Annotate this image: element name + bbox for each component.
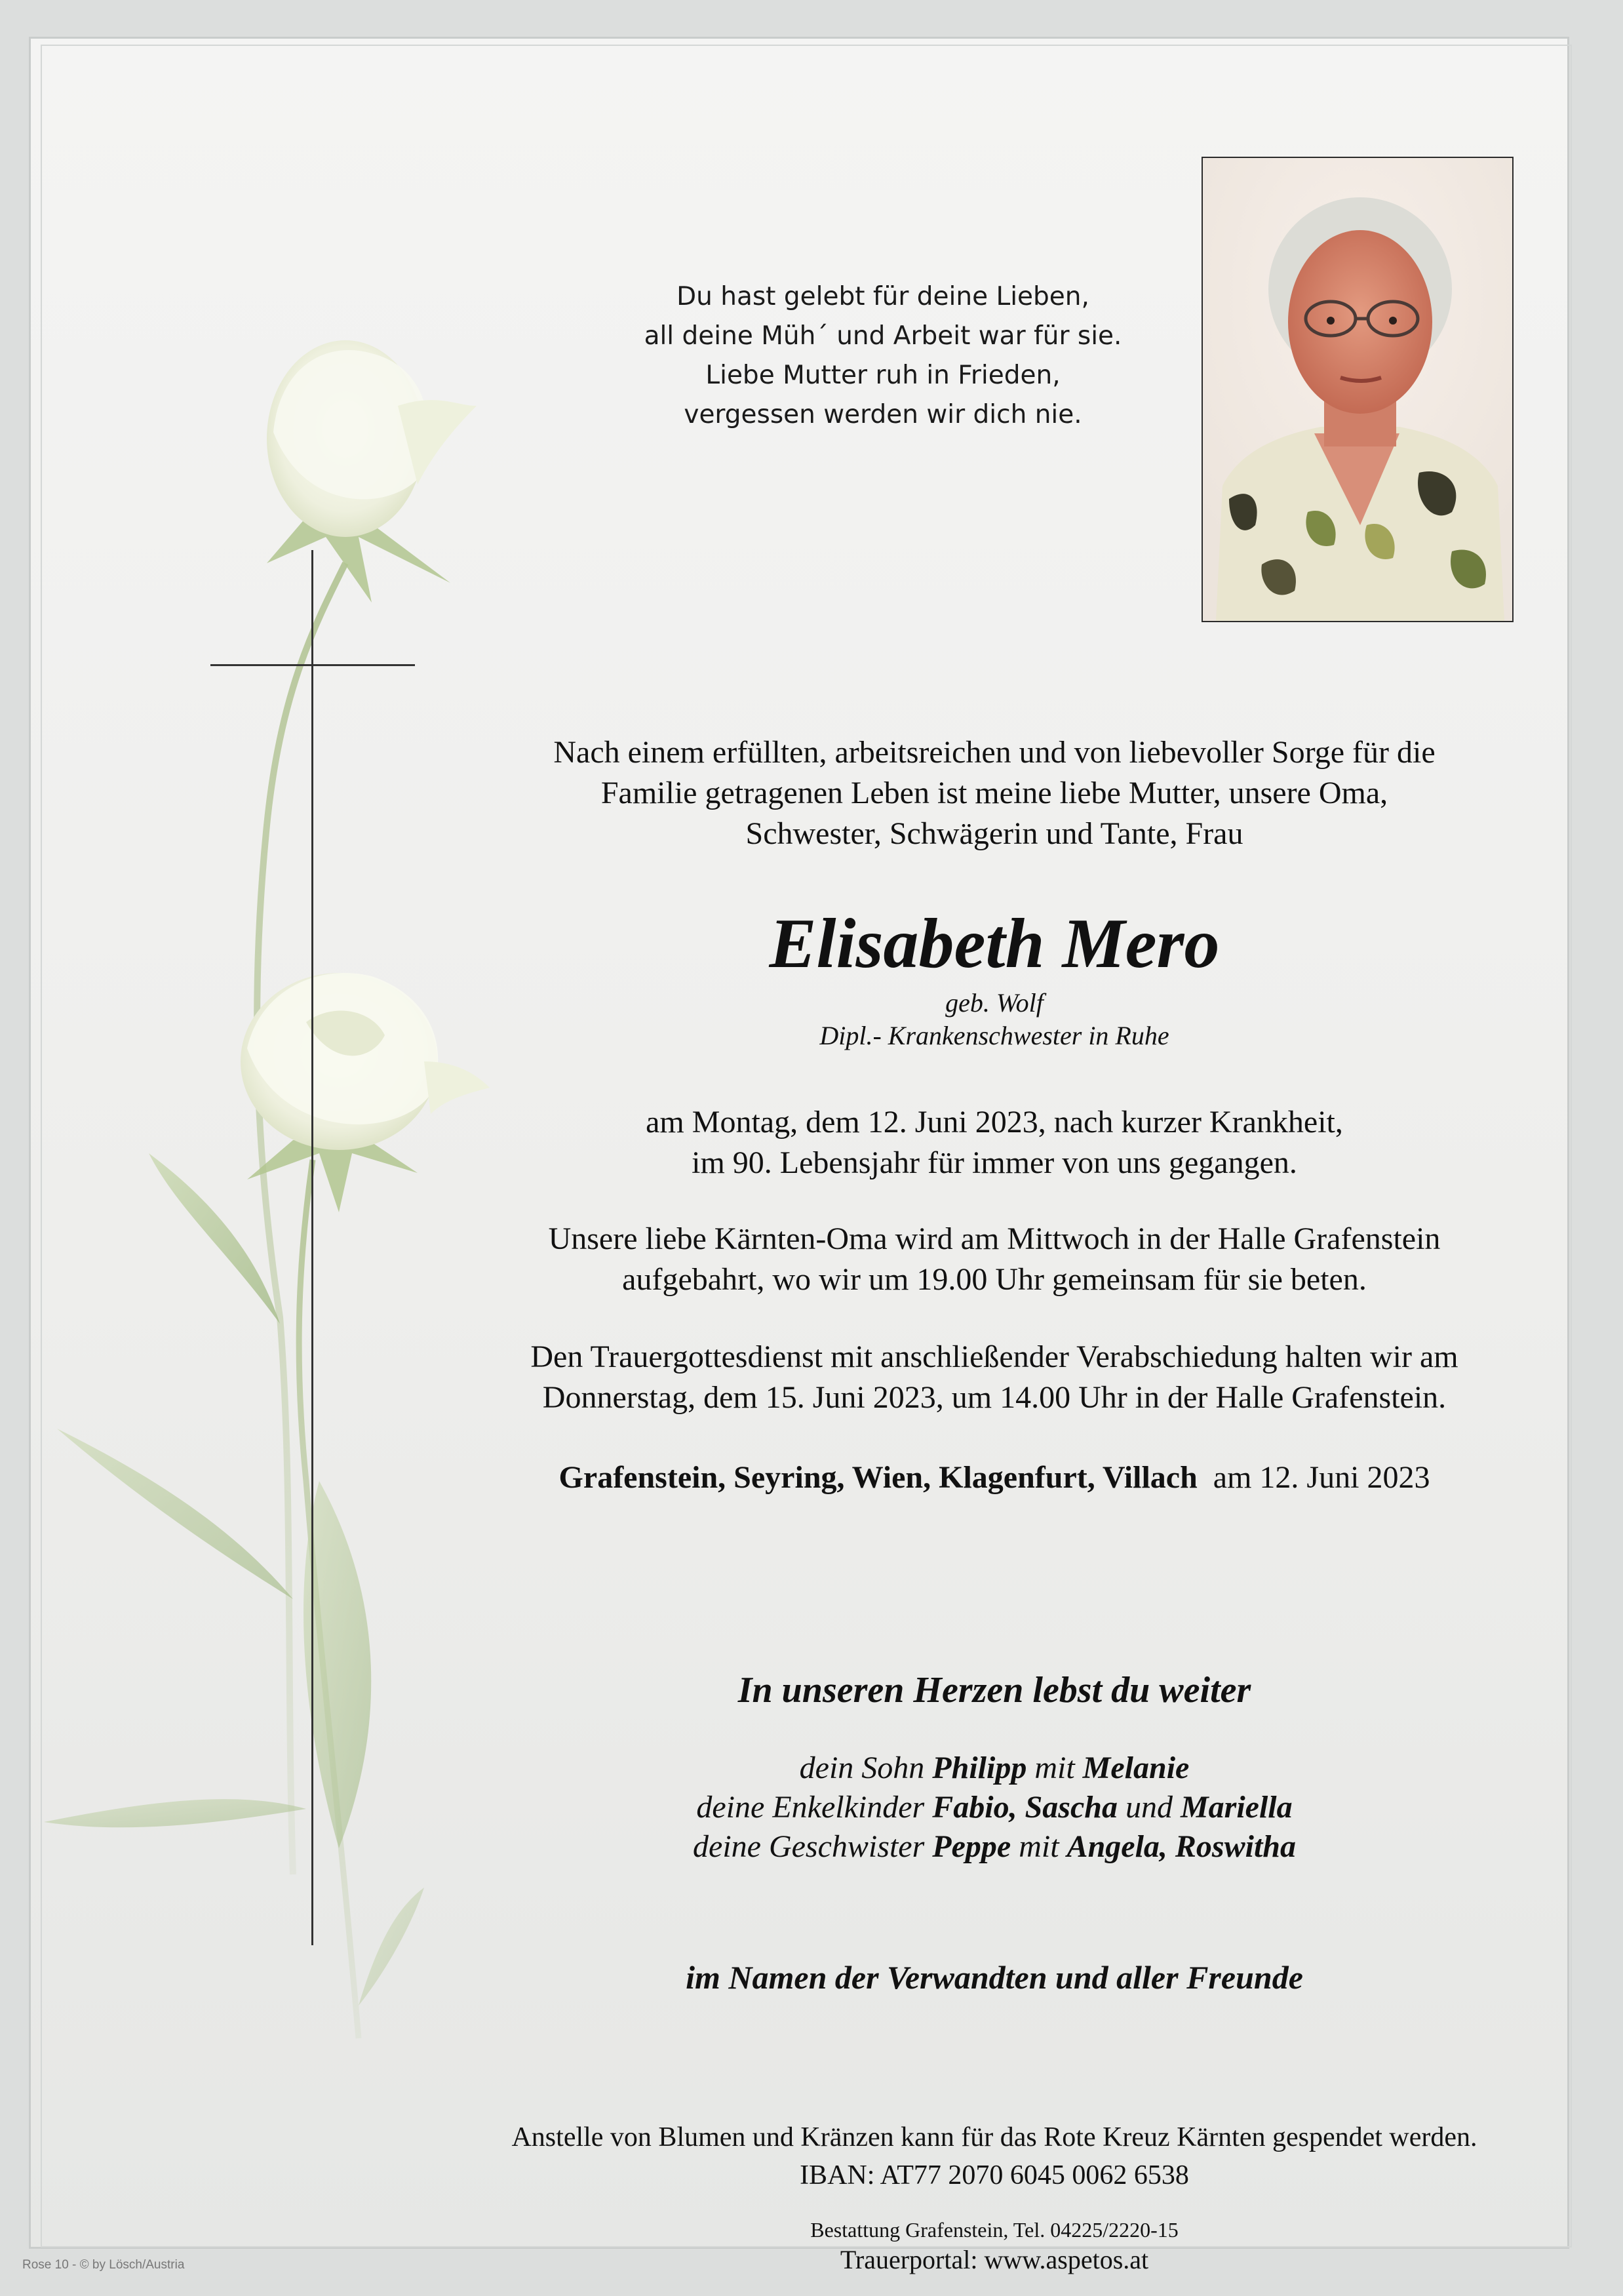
connector: mit <box>1011 1829 1067 1864</box>
death-line: am Montag, dem 12. Juni 2023, nach kurzer Krankheit, <box>646 1105 1343 1139</box>
poem-line: Liebe Mutter ruh in Frieden, <box>705 361 1061 390</box>
mourner-line <box>490 1749 1499 1788</box>
profession: Dipl.- Krankenschwester in Ruhe <box>819 1021 1169 1050</box>
service-line: Donnerstag, dem 15. Juni 2023, um 14.00 Uhr in der Halle Grafenstein. <box>542 1380 1447 1415</box>
wake-notice <box>437 1219 1552 1300</box>
mourner-name: Peppe <box>932 1829 1011 1864</box>
wake-line: aufgebahrt, wo wir um 19.00 Uhr gemeinsam für sie beten. <box>622 1262 1367 1297</box>
intro-line: Schwester, Schwägerin und Tante, Frau <box>745 816 1243 851</box>
donation-note <box>398 2118 1591 2194</box>
poem-line: vergessen werden wir dich nie. <box>684 400 1082 429</box>
connector: mit <box>1027 1751 1083 1785</box>
portal-link[interactable]: Trauerportal: www.aspetos.at <box>840 2245 1149 2274</box>
intro-text <box>424 732 1565 854</box>
undertaker-contact: Bestattung Grafenstein, Tel. 04225/2220-15 <box>810 2218 1179 2242</box>
relation: deine Enkelkinder <box>696 1790 933 1825</box>
portrait-photo <box>1202 157 1514 622</box>
poem-line: all deine Müh´ und Arbeit war für sie. <box>644 321 1122 351</box>
mourner-name: Mariella <box>1180 1790 1293 1825</box>
connector: und <box>1117 1790 1181 1825</box>
mourner-line <box>490 1827 1499 1867</box>
poem <box>595 277 1171 435</box>
cross-icon <box>311 550 313 1945</box>
poem-line: Du hast gelebt für deine Lieben, <box>676 282 1089 311</box>
death-notice <box>437 1102 1552 1183</box>
relation: dein Sohn <box>799 1751 933 1785</box>
cross-bar <box>210 664 415 666</box>
mourners-list <box>490 1749 1499 1867</box>
motto: In unseren Herzen lebst du weiter <box>737 1670 1251 1711</box>
maiden-name: geb. Wolf <box>945 988 1044 1018</box>
death-line: im 90. Lebensjahr für immer von uns gegangen. <box>692 1145 1297 1180</box>
intro-line: Nach einem erfüllten, arbeitsreichen und von liebevoller Sorge für die <box>553 735 1436 770</box>
places-date <box>424 1457 1565 1498</box>
places: Grafenstein, Seyring, Wien, Klagenfurt, Villach <box>558 1460 1198 1495</box>
relation: deine Geschwister <box>693 1829 933 1864</box>
service-notice <box>424 1337 1565 1418</box>
mourner-name: Philipp <box>932 1751 1027 1785</box>
notice-date: am 12. Juni 2023 <box>1213 1460 1430 1495</box>
iban: IBAN: AT77 2070 6045 0062 6538 <box>800 2160 1189 2190</box>
deceased-name: Elisabeth Mero <box>769 905 1220 983</box>
mourner-name: Fabio, Sascha <box>932 1790 1118 1825</box>
intro-line: Familie getragenen Leben ist meine liebe Mutter, unsere Oma, <box>600 776 1388 810</box>
portrait-illustration <box>1203 158 1512 621</box>
behalf-line: im Namen der Verwandten und aller Freunde <box>686 1959 1303 1996</box>
wake-line: Unsere liebe Kärnten-Oma wird am Mittwoch in der Halle Grafenstein <box>548 1221 1441 1256</box>
donation-line: Anstelle von Blumen und Kränzen kann für das Rote Kreuz Kärnten gespendet werden. <box>511 2122 1477 2152</box>
mourner-line <box>490 1788 1499 1827</box>
image-credit: Rose 10 - © by Lösch/Austria <box>22 2258 185 2272</box>
service-line: Den Trauergottesdienst mit anschließender Verabschiedung halten wir am <box>530 1339 1458 1374</box>
mourner-name: Angela, Roswitha <box>1066 1829 1296 1864</box>
mourner-name: Melanie <box>1082 1751 1190 1785</box>
